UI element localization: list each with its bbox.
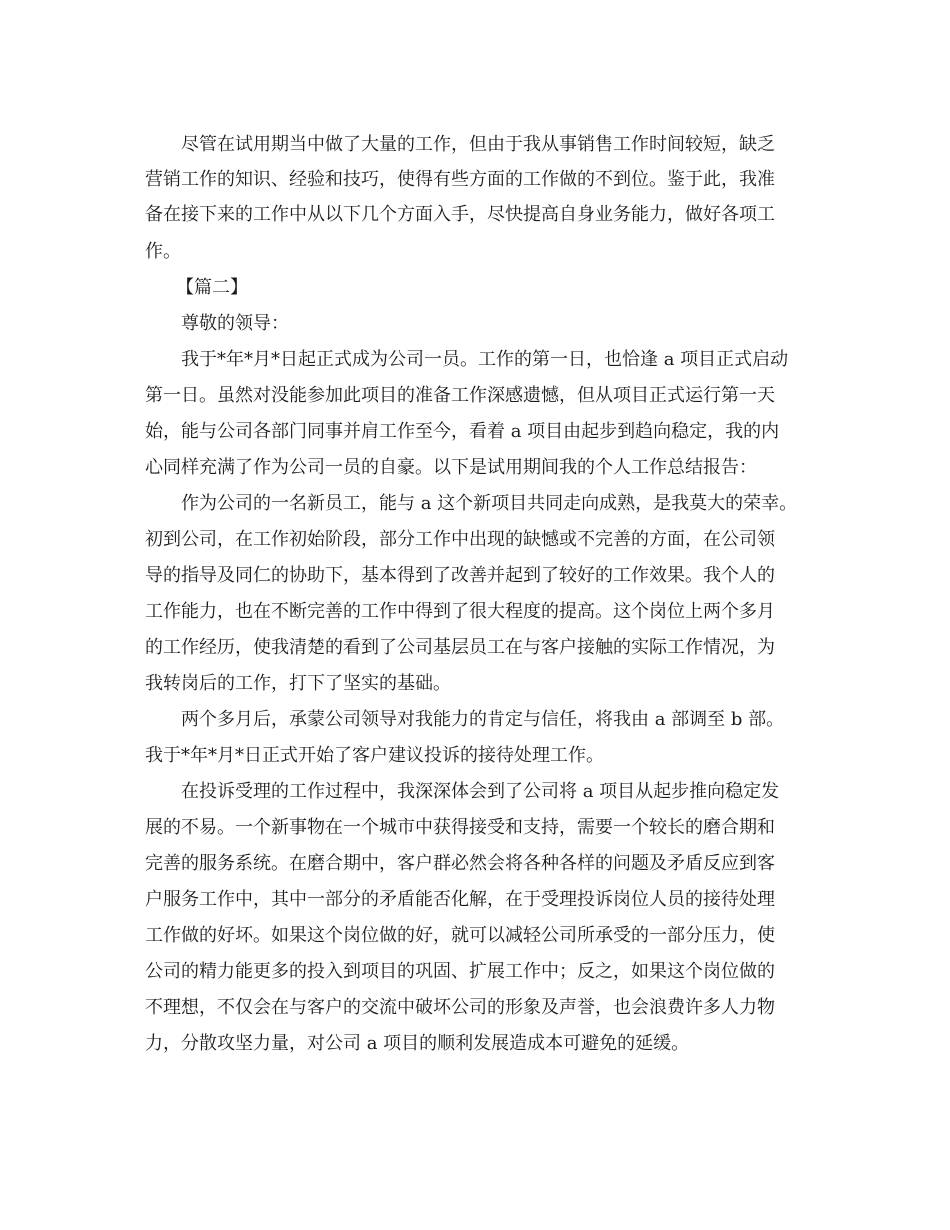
text-line: 第一日。虽然对没能参加此项目的准备工作深感遗憾，但从项目正式运行第一天 [145,385,775,406]
section-heading: 【篇二】 [176,277,248,298]
text-line: 工作能力，也在不断完善的工作中得到了很大程度的提高。这个岗位上两个多月 [145,601,775,622]
text-line: 始，能与公司各部门同事并肩工作至今，看着 a 项目由起步到趋向稳定，我的内 [145,421,780,442]
text-line: 两个多月后，承蒙公司领导对我能力的肯定与信任，将我由 a 部调至 b 部。 [181,709,785,730]
text-line: 尽管在试用期当中做了大量的工作，但由于我从事销售工作时间较短，缺乏 [181,134,775,155]
text-line: 我于*年*月*日正式开始了客户建议投诉的接待处理工作。 [145,745,604,766]
text-line: 户服务工作中，其中一部分的矛盾能否化解，在于受理投诉岗位人员的接待处理 [145,889,775,910]
text-line: 完善的服务系统。在磨合期中，客户群必然会将各种各样的问题及矛盾反应到客 [145,853,775,874]
text-line: 公司的精力能更多的投入到项目的巩固、扩展工作中；反之，如果这个岗位做的 [145,961,775,982]
text-line: 展的不易。一个新事物在一个城市中获得接受和支持，需要一个较长的磨合期和 [145,817,775,838]
text-line: 力，分散攻坚力量，对公司 a 项目的顺利发展造成本可避免的延缓。 [145,1033,690,1054]
text-line: 营销工作的知识、经验和技巧，使得有些方面的工作做的不到位。鉴于此，我准 [145,169,775,190]
text-line: 我转岗后的工作，打下了坚实的基础。 [145,673,451,694]
text-line: 初到公司，在工作初始阶段，部分工作中出现的缺憾或不完善的方面，在公司领 [145,529,775,550]
text-line: 我于*年*月*日起正式成为公司一员。工作的第一日，也恰逢 a 项目正式启动 [181,349,789,370]
text-line: 的工作经历，使我清楚的看到了公司基层员工在与客户接触的实际工作情况，为 [145,637,775,658]
salutation: 尊敬的领导： [181,313,289,334]
text-line: 备在接下来的工作中从以下几个方面入手，尽快提高自身业务能力，做好各项工 [145,204,775,225]
text-line: 不理想，不仅会在与客户的交流中破坏公司的形象及声誉，也会浪费许多人力物 [145,997,775,1018]
text-line: 导的指导及同仁的协助下，基本得到了改善并起到了较好的工作效果。我个人的 [145,565,775,586]
text-line: 工作做的好坏。如果这个岗位做的好，就可以减轻公司所承受的一部分压力，使 [145,925,775,946]
text-line: 作。 [145,241,181,262]
text-line: 作为公司的一名新员工，能与 a 这个新项目共同走向成熟，是我莫大的荣幸。 [181,493,798,514]
text-line: 心同样充满了作为公司一员的自豪。以下是试用期间我的个人工作总结报告： [145,457,757,478]
text-line: 在投诉受理的工作过程中，我深深体会到了公司将 a 项目从起步推向稳定发 [181,781,780,802]
